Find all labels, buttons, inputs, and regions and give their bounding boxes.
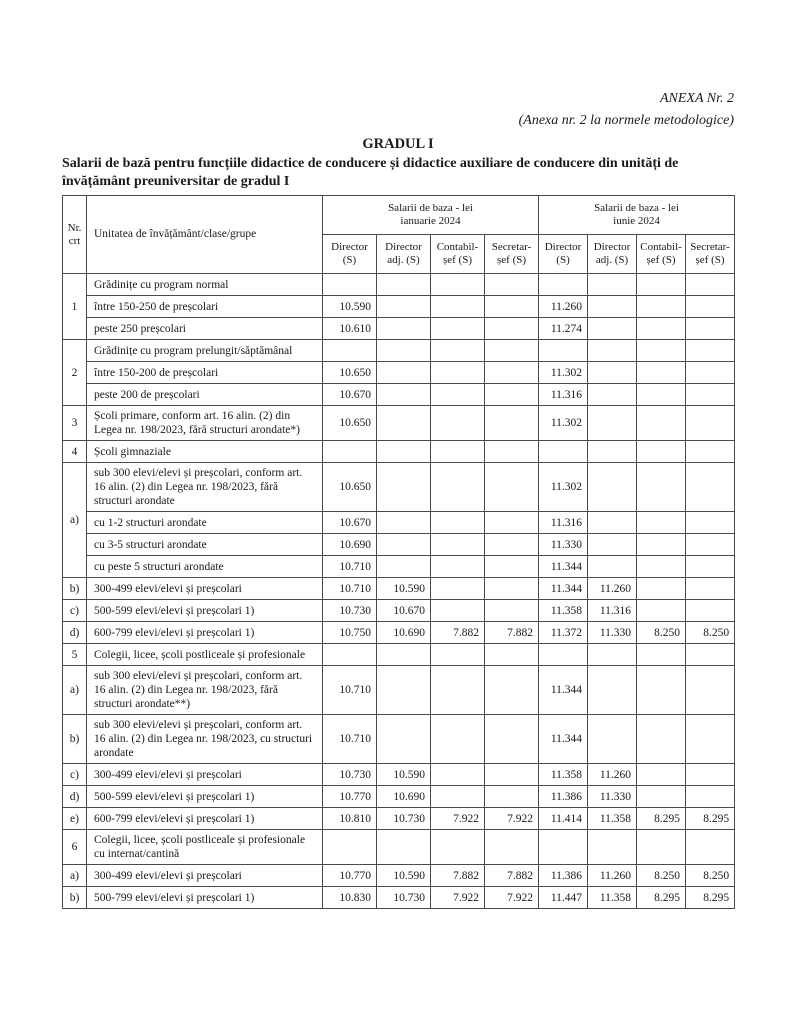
value-cell [686, 318, 735, 340]
value-cell [431, 463, 485, 512]
value-cell: 10.730 [323, 600, 377, 622]
value-cell [431, 534, 485, 556]
value-cell: 11.330 [588, 786, 637, 808]
table-row [63, 406, 735, 441]
value-cell [686, 463, 735, 512]
value-cell: 10.770 [323, 865, 377, 887]
unit-cell: cu 1-2 structuri arondate [87, 512, 323, 534]
value-cell [431, 340, 485, 362]
value-cell [485, 556, 539, 578]
value-cell: 11.358 [588, 808, 637, 830]
value-cell: 8.295 [686, 887, 735, 909]
table-header-group-row [63, 196, 735, 235]
value-cell: 11.386 [539, 865, 588, 887]
value-cell: 11.372 [539, 622, 588, 644]
value-cell: 10.690 [377, 786, 431, 808]
value-cell [588, 296, 637, 318]
col-header-contabil-sef-jun: Contabil-șef (S) [637, 235, 686, 274]
value-cell [377, 512, 431, 534]
unit-cell: sub 300 elevi/elevi și preșcolari, conform art. 16 alin. (2) din Legea nr. 198/2023, fără structuri arondate**) [87, 666, 323, 715]
table-body [63, 274, 735, 909]
table-row [63, 463, 735, 512]
row-number-cell: 6 [63, 830, 87, 865]
value-cell [686, 764, 735, 786]
value-cell [588, 362, 637, 384]
value-cell [485, 441, 539, 463]
col-group-june [539, 196, 735, 235]
row-number-cell: c) [63, 764, 87, 786]
value-cell [377, 362, 431, 384]
value-cell: 10.690 [323, 534, 377, 556]
unit-cell: 300-499 elevi/elevi și preșcolari [87, 865, 323, 887]
value-cell: 11.302 [539, 406, 588, 441]
value-cell: 10.590 [377, 865, 431, 887]
value-cell [637, 296, 686, 318]
value-cell: 10.670 [323, 512, 377, 534]
col-header-director-jan: Director (S) [323, 235, 377, 274]
value-cell: 7.882 [485, 622, 539, 644]
value-cell: 8.250 [686, 622, 735, 644]
value-cell: 11.330 [588, 622, 637, 644]
value-cell: 8.295 [637, 887, 686, 909]
value-cell: 10.610 [323, 318, 377, 340]
col-header-secretar-sef-jun: Secretar-șef (S) [686, 235, 735, 274]
value-cell [431, 384, 485, 406]
value-cell [323, 340, 377, 362]
value-cell [686, 274, 735, 296]
table-row [63, 384, 735, 406]
value-cell: 10.670 [377, 600, 431, 622]
value-cell [485, 406, 539, 441]
table-row [63, 830, 735, 865]
value-cell [377, 274, 431, 296]
value-cell [588, 534, 637, 556]
value-cell [637, 362, 686, 384]
value-cell [431, 786, 485, 808]
table-row [63, 887, 735, 909]
table-row [63, 556, 735, 578]
value-cell [431, 830, 485, 865]
unit-cell: 300-499 elevi/elevi și preșcolari [87, 578, 323, 600]
unit-cell: sub 300 elevi/elevi și preșcolari, conform art. 16 alin. (2) din Legea nr. 198/2023, cu structuri arondate [87, 715, 323, 764]
col-header-director-adj-jun: Director adj. (S) [588, 235, 637, 274]
value-cell [539, 274, 588, 296]
value-cell [485, 644, 539, 666]
value-cell [431, 666, 485, 715]
grade-heading: GRADUL I [362, 136, 434, 152]
value-cell [323, 441, 377, 463]
value-cell: 11.302 [539, 362, 588, 384]
value-cell: 8.295 [686, 808, 735, 830]
value-cell [431, 600, 485, 622]
value-cell [637, 274, 686, 296]
value-cell: 7.922 [431, 808, 485, 830]
value-cell: 7.922 [485, 887, 539, 909]
col-header-contabil-sef-jan: Contabil-șef (S) [431, 235, 485, 274]
value-cell [637, 534, 686, 556]
value-cell [686, 666, 735, 715]
value-cell [686, 512, 735, 534]
value-cell [431, 274, 485, 296]
unit-cell: 500-599 elevi/elevi și preșcolari 1) [87, 786, 323, 808]
table-row [63, 666, 735, 715]
value-cell [686, 384, 735, 406]
value-cell: 10.650 [323, 406, 377, 441]
table-row [63, 362, 735, 384]
value-cell [686, 600, 735, 622]
unit-cell: Școli gimnaziale [87, 441, 323, 463]
value-cell: 11.358 [588, 887, 637, 909]
value-cell [377, 666, 431, 715]
row-number-cell: b) [63, 578, 87, 600]
value-cell [377, 830, 431, 865]
value-cell: 10.710 [323, 556, 377, 578]
value-cell [485, 318, 539, 340]
value-cell [588, 715, 637, 764]
table-row [63, 786, 735, 808]
unit-cell: între 150-200 de preșcolari [87, 362, 323, 384]
unit-cell: Școli primare, conform art. 16 alin. (2) din Legea nr. 198/2023, fără structuri arondate*) [87, 406, 323, 441]
col-group-january-line2: ianuarie 2024 [400, 215, 461, 227]
unit-cell: 600-799 elevi/elevi și preșcolari 1) [87, 622, 323, 644]
value-cell [431, 644, 485, 666]
value-cell: 11.414 [539, 808, 588, 830]
col-group-january [323, 196, 539, 235]
value-cell: 10.650 [323, 463, 377, 512]
value-cell: 10.730 [377, 808, 431, 830]
value-cell [637, 786, 686, 808]
col-group-june-line1: Salarii de baza - lei [594, 202, 679, 214]
value-cell: 11.302 [539, 463, 588, 512]
value-cell: 11.316 [539, 512, 588, 534]
value-cell [686, 340, 735, 362]
value-cell: 7.882 [431, 865, 485, 887]
table-row [63, 764, 735, 786]
value-cell [637, 764, 686, 786]
value-cell [323, 274, 377, 296]
row-number-cell: a) [63, 666, 87, 715]
value-cell [686, 406, 735, 441]
unit-cell: cu 3-5 structuri arondate [87, 534, 323, 556]
table-row [63, 644, 735, 666]
value-cell [588, 512, 637, 534]
row-number-cell: d) [63, 622, 87, 644]
value-cell: 10.710 [323, 715, 377, 764]
value-cell: 8.250 [637, 622, 686, 644]
table-row [63, 274, 735, 296]
value-cell: 7.922 [431, 887, 485, 909]
value-cell: 11.344 [539, 556, 588, 578]
value-cell [686, 715, 735, 764]
value-cell [588, 406, 637, 441]
value-cell [588, 318, 637, 340]
value-cell [431, 578, 485, 600]
row-number-cell: 1 [63, 274, 87, 340]
value-cell: 10.590 [377, 578, 431, 600]
table-row [63, 865, 735, 887]
unit-cell: 600-799 elevi/elevi și preșcolari 1) [87, 808, 323, 830]
value-cell [485, 384, 539, 406]
value-cell [377, 534, 431, 556]
unit-cell: Colegii, licee, școli postliceale și profesionale [87, 644, 323, 666]
value-cell [637, 406, 686, 441]
value-cell [539, 830, 588, 865]
value-cell [588, 441, 637, 463]
value-cell [637, 318, 686, 340]
value-cell [485, 600, 539, 622]
row-number-cell: d) [63, 786, 87, 808]
unit-cell: 500-799 elevi/elevi și preșcolari 1) [87, 887, 323, 909]
row-number-cell: b) [63, 887, 87, 909]
value-cell [485, 512, 539, 534]
value-cell [431, 318, 485, 340]
table-row [63, 578, 735, 600]
value-cell [637, 715, 686, 764]
value-cell: 11.260 [539, 296, 588, 318]
row-number-cell: a) [63, 463, 87, 578]
value-cell [588, 340, 637, 362]
value-cell [588, 274, 637, 296]
value-cell [686, 441, 735, 463]
value-cell: 10.750 [323, 622, 377, 644]
unit-cell: între 150-250 de preșcolari [87, 296, 323, 318]
row-number-cell: a) [63, 865, 87, 887]
col-header-nr-crt: Nr. crt [63, 196, 87, 274]
value-cell [431, 362, 485, 384]
value-cell [637, 340, 686, 362]
value-cell: 11.316 [588, 600, 637, 622]
value-cell [485, 534, 539, 556]
value-cell [323, 644, 377, 666]
value-cell [637, 556, 686, 578]
value-cell [323, 830, 377, 865]
value-cell [377, 463, 431, 512]
value-cell [588, 384, 637, 406]
value-cell [637, 644, 686, 666]
value-cell [377, 556, 431, 578]
table-row [63, 318, 735, 340]
value-cell [588, 666, 637, 715]
value-cell: 7.922 [485, 808, 539, 830]
value-cell [377, 441, 431, 463]
value-cell [431, 715, 485, 764]
table-head [63, 196, 735, 274]
row-number-cell: b) [63, 715, 87, 764]
value-cell [485, 764, 539, 786]
value-cell [377, 384, 431, 406]
unit-cell: Colegii, licee, școli postliceale și profesionale cu internat/cantină [87, 830, 323, 865]
row-number-cell: 3 [63, 406, 87, 441]
table-row [63, 296, 735, 318]
value-cell: 10.710 [323, 666, 377, 715]
value-cell [377, 296, 431, 318]
value-cell: 11.344 [539, 715, 588, 764]
value-cell [377, 644, 431, 666]
row-number-cell: e) [63, 808, 87, 830]
unit-cell: peste 200 de preșcolari [87, 384, 323, 406]
col-group-june-line2: iunie 2024 [613, 215, 660, 227]
value-cell: 11.316 [539, 384, 588, 406]
value-cell: 10.590 [377, 764, 431, 786]
value-cell [637, 441, 686, 463]
value-cell: 8.250 [686, 865, 735, 887]
value-cell [588, 644, 637, 666]
table-row [63, 441, 735, 463]
value-cell: 10.650 [323, 362, 377, 384]
unit-cell: peste 250 preșcolari [87, 318, 323, 340]
value-cell [431, 441, 485, 463]
value-cell [485, 666, 539, 715]
value-cell [686, 362, 735, 384]
row-number-cell: c) [63, 600, 87, 622]
value-cell [686, 296, 735, 318]
value-cell [485, 786, 539, 808]
value-cell [637, 512, 686, 534]
annex-subtitle: (Anexa nr. 2 la normele metodologice) [518, 113, 734, 128]
annex-title: ANEXA Nr. 2 [659, 91, 734, 106]
unit-cell: sub 300 elevi/elevi și preșcolari, conform art. 16 alin. (2) din Legea nr. 198/2023, fără structuri arondate [87, 463, 323, 512]
value-cell: 11.344 [539, 666, 588, 715]
table-row [63, 512, 735, 534]
document-title: Salarii de bază pentru funcțiile didactice de conducere și didactice auxiliare de conducere din unități de învățământ preuniversitar de gradul I [62, 156, 679, 189]
table-row [63, 622, 735, 644]
value-cell [539, 340, 588, 362]
value-cell: 10.810 [323, 808, 377, 830]
unit-cell: cu peste 5 structuri arondate [87, 556, 323, 578]
value-cell [485, 274, 539, 296]
value-cell [637, 384, 686, 406]
unit-cell: Grădinițe cu program prelungit/săptămânal [87, 340, 323, 362]
value-cell: 7.882 [485, 865, 539, 887]
value-cell: 11.358 [539, 764, 588, 786]
value-cell [637, 830, 686, 865]
value-cell [431, 296, 485, 318]
row-number-cell: 4 [63, 441, 87, 463]
value-cell [686, 830, 735, 865]
value-cell: 11.274 [539, 318, 588, 340]
value-cell: 10.770 [323, 786, 377, 808]
value-cell [637, 666, 686, 715]
col-header-director-jun: Director (S) [539, 235, 588, 274]
value-cell [539, 644, 588, 666]
col-header-unit: Unitatea de învățământ/clase/grupe [87, 196, 323, 274]
value-cell [431, 764, 485, 786]
salary-table [62, 195, 735, 909]
value-cell [686, 786, 735, 808]
value-cell [588, 830, 637, 865]
table-row [63, 808, 735, 830]
value-cell [377, 340, 431, 362]
value-cell: 11.260 [588, 764, 637, 786]
value-cell [485, 463, 539, 512]
value-cell [485, 296, 539, 318]
col-header-director-adj-jan: Director adj. (S) [377, 235, 431, 274]
value-cell [485, 578, 539, 600]
value-cell: 10.730 [323, 764, 377, 786]
value-cell [588, 556, 637, 578]
value-cell: 8.295 [637, 808, 686, 830]
unit-cell: 500-599 elevi/elevi și preșcolari 1) [87, 600, 323, 622]
value-cell [637, 578, 686, 600]
value-cell [485, 362, 539, 384]
value-cell: 10.670 [323, 384, 377, 406]
table-row [63, 534, 735, 556]
value-cell [686, 644, 735, 666]
value-cell: 11.260 [588, 865, 637, 887]
value-cell: 10.690 [377, 622, 431, 644]
value-cell [485, 715, 539, 764]
value-cell [377, 406, 431, 441]
value-cell: 10.590 [323, 296, 377, 318]
value-cell [588, 463, 637, 512]
annex-header [62, 88, 734, 132]
value-cell [431, 406, 485, 441]
value-cell [637, 600, 686, 622]
value-cell [686, 534, 735, 556]
value-cell: 11.386 [539, 786, 588, 808]
value-cell: 10.710 [323, 578, 377, 600]
value-cell [485, 830, 539, 865]
value-cell: 10.730 [377, 887, 431, 909]
value-cell: 7.882 [431, 622, 485, 644]
value-cell [686, 578, 735, 600]
value-cell [637, 463, 686, 512]
value-cell: 11.344 [539, 578, 588, 600]
value-cell [431, 556, 485, 578]
value-cell: 10.830 [323, 887, 377, 909]
value-cell [686, 556, 735, 578]
value-cell: 11.260 [588, 578, 637, 600]
unit-cell: Grădinițe cu program normal [87, 274, 323, 296]
col-group-january-line1: Salarii de baza - lei [388, 202, 473, 214]
value-cell [377, 318, 431, 340]
table-row [63, 715, 735, 764]
row-number-cell: 2 [63, 340, 87, 406]
table-row [63, 600, 735, 622]
value-cell [485, 340, 539, 362]
value-cell [377, 715, 431, 764]
row-number-cell: 5 [63, 644, 87, 666]
value-cell: 8.250 [637, 865, 686, 887]
value-cell [431, 512, 485, 534]
value-cell [539, 441, 588, 463]
value-cell: 11.330 [539, 534, 588, 556]
table-row [63, 340, 735, 362]
value-cell: 11.447 [539, 887, 588, 909]
value-cell: 11.358 [539, 600, 588, 622]
unit-cell: 300-499 elevi/elevi și preșcolari [87, 764, 323, 786]
col-header-secretar-sef-jan: Secretar-șef (S) [485, 235, 539, 274]
